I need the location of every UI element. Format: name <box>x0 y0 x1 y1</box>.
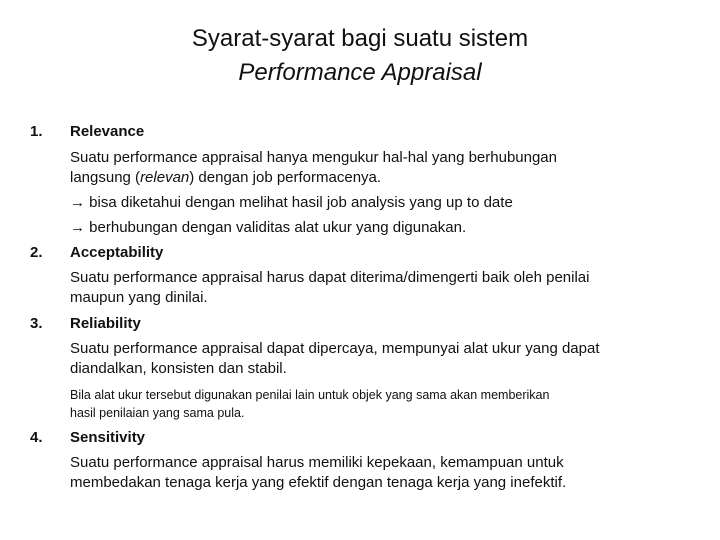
item-number-3: 3. <box>30 315 43 332</box>
item-1-arrow-point-2: → berhubungan dengan validitas alat ukur yang digunakan. <box>70 219 467 236</box>
item-number-4: 4. <box>30 429 43 446</box>
item-1-arrow-point-1: → bisa diketahui dengan melihat hasil job analysis yang up to date <box>70 194 513 211</box>
item-1-desc-line-2 <box>70 168 381 188</box>
item-number-2: 2. <box>30 244 43 261</box>
item-2-desc-line-2: maupun yang dinilai. <box>70 289 208 306</box>
title-line-1: Syarat-syarat bagi suatu sistem <box>191 25 529 52</box>
item-number-1: 1. <box>30 123 43 140</box>
item-heading-reliability: Reliability <box>70 315 141 332</box>
title-line-2: Performance Appraisal <box>238 59 482 86</box>
item-4-desc-line-1: Suatu performance appraisal harus memiliki kepekaan, kemampuan untuk <box>70 454 564 471</box>
item-1-desc-pre: langsung ( <box>70 169 141 186</box>
item-2-desc-line-1: Suatu performance appraisal harus dapat diterima/dimengerti baik oleh penilai <box>70 269 590 286</box>
item-4-desc-line-2: membedakan tenaga kerja yang efektif dengan tenaga kerja yang inefektif. <box>70 474 567 491</box>
item-3-note-line-2: hasil penilaian yang sama pula. <box>70 406 245 420</box>
item-1-desc-line-1: Suatu performance appraisal hanya mengukur hal-hal yang berhubungan <box>70 149 557 166</box>
item-heading-acceptability: Acceptability <box>70 244 164 261</box>
item-3-desc-line-2: diandalkan, konsisten dan stabil. <box>70 360 287 377</box>
slide-title <box>0 22 720 90</box>
item-1-desc-italic: relevan <box>140 169 190 186</box>
item-heading-relevance: Relevance <box>70 123 145 140</box>
item-3-desc-line-1: Suatu performance appraisal dapat dipercaya, mempunyai alat ukur yang dapat <box>70 340 600 357</box>
item-1-desc-post: ) dengan job performacenya. <box>189 169 382 186</box>
item-3-note-line-1: Bila alat ukur tersebut digunakan penilai lain untuk objek yang sama akan memberikan <box>70 388 550 402</box>
item-heading-sensitivity: Sensitivity <box>70 429 146 446</box>
